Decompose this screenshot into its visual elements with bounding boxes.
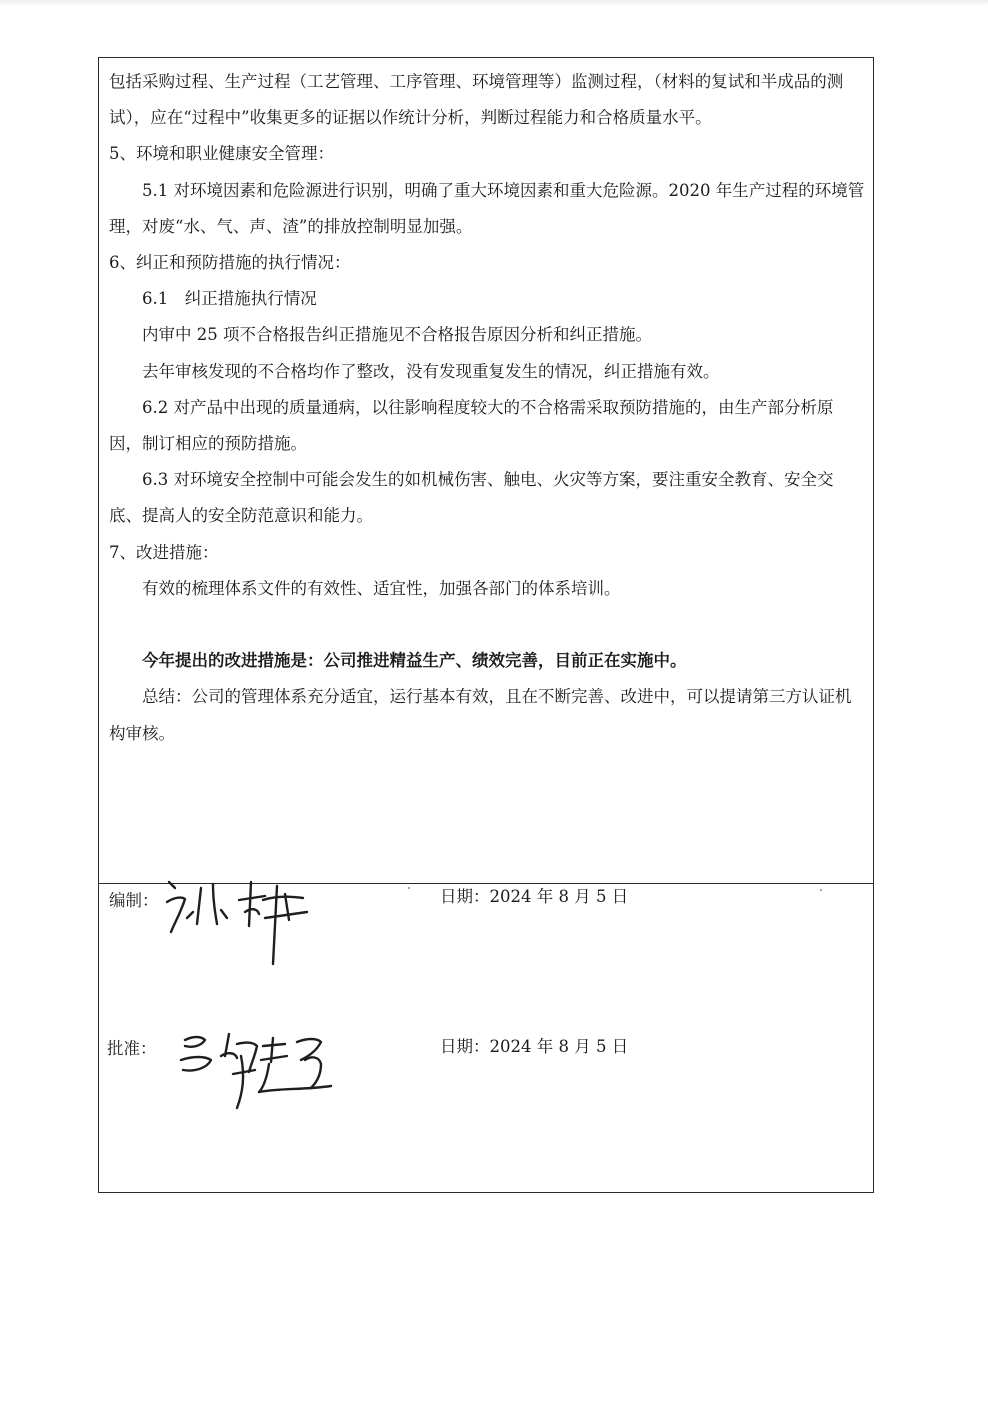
- scan-speck: [408, 887, 410, 889]
- compiled-signature: [161, 866, 321, 966]
- report-body: [109, 64, 865, 752]
- paragraph-process-monitoring: 包括采购过程、生产过程（工艺管理、工序管理、环境管理等）监测过程，（材料的复试和半成品的测试），应在“过程中”收集更多的证据以作统计分析，判断过程能力和合格质量水平。: [109, 72, 844, 128]
- blank-line: [109, 607, 865, 643]
- section-7-heading: 7、改进措施：: [109, 542, 219, 562]
- compiled-label: 编制：: [109, 891, 159, 910]
- approved-signature: [171, 1016, 351, 1116]
- paragraph-6-3: 6.3 对环境安全控制中可能会发生的如机械伤害、触电、火灾等方案，要注重安全教育、安全交底、提高人的安全防范意识和能力。: [109, 470, 834, 526]
- paragraph-6-2: 6.2 对产品中出现的质量通病，以往影响程度较大的不合格需采取预防措施的，由生产部分析原因，制订相应的预防措施。: [109, 397, 834, 454]
- compiled-date: 日期：2024 年 8 月 5 日: [440, 887, 629, 906]
- page-top-edge: [0, 0, 988, 6]
- report-form-box: [98, 57, 874, 1193]
- paragraph-5-1: 5.1 对环境因素和危险源进行识别，明确了重大环境因素和重大危险源。2020 年生产过程的环境管理，对废“水、气、声、渣”的排放控制明显加强。: [109, 180, 865, 236]
- approved-label: 批准：: [107, 1039, 157, 1058]
- paragraph-6-1-internal-audit: 内审中 25 项不合格报告纠正措施见不合格报告原因分析和纠正措施。: [142, 325, 652, 345]
- scan-speck: [820, 889, 822, 891]
- paragraph-6-1-last-year: 去年审核发现的不合格均作了整改，没有发现重复发生的情况，纠正措施有效。: [142, 361, 720, 381]
- section-5-heading: 5、环境和职业健康安全管理：: [109, 144, 334, 164]
- paragraph-7-content: 有效的梳理体系文件的有效性、适宜性，加强各部门的体系培训。: [142, 578, 621, 598]
- paragraph-6-1-title: 6.1 纠正措施执行情况: [142, 289, 317, 309]
- paragraph-summary: 总结：公司的管理体系充分适宜，运行基本有效，且在不断完善、改进中，可以提请第三方认证机构审核。: [109, 687, 852, 743]
- approved-date: 日期：2024 年 8 月 5 日: [440, 1037, 629, 1056]
- paragraph-this-year-improvement: 今年提出的改进措施是：公司推进精益生产、绩效完善，目前正在实施中。: [142, 651, 687, 671]
- section-6-heading: 6、纠正和预防措施的执行情况：: [109, 253, 351, 273]
